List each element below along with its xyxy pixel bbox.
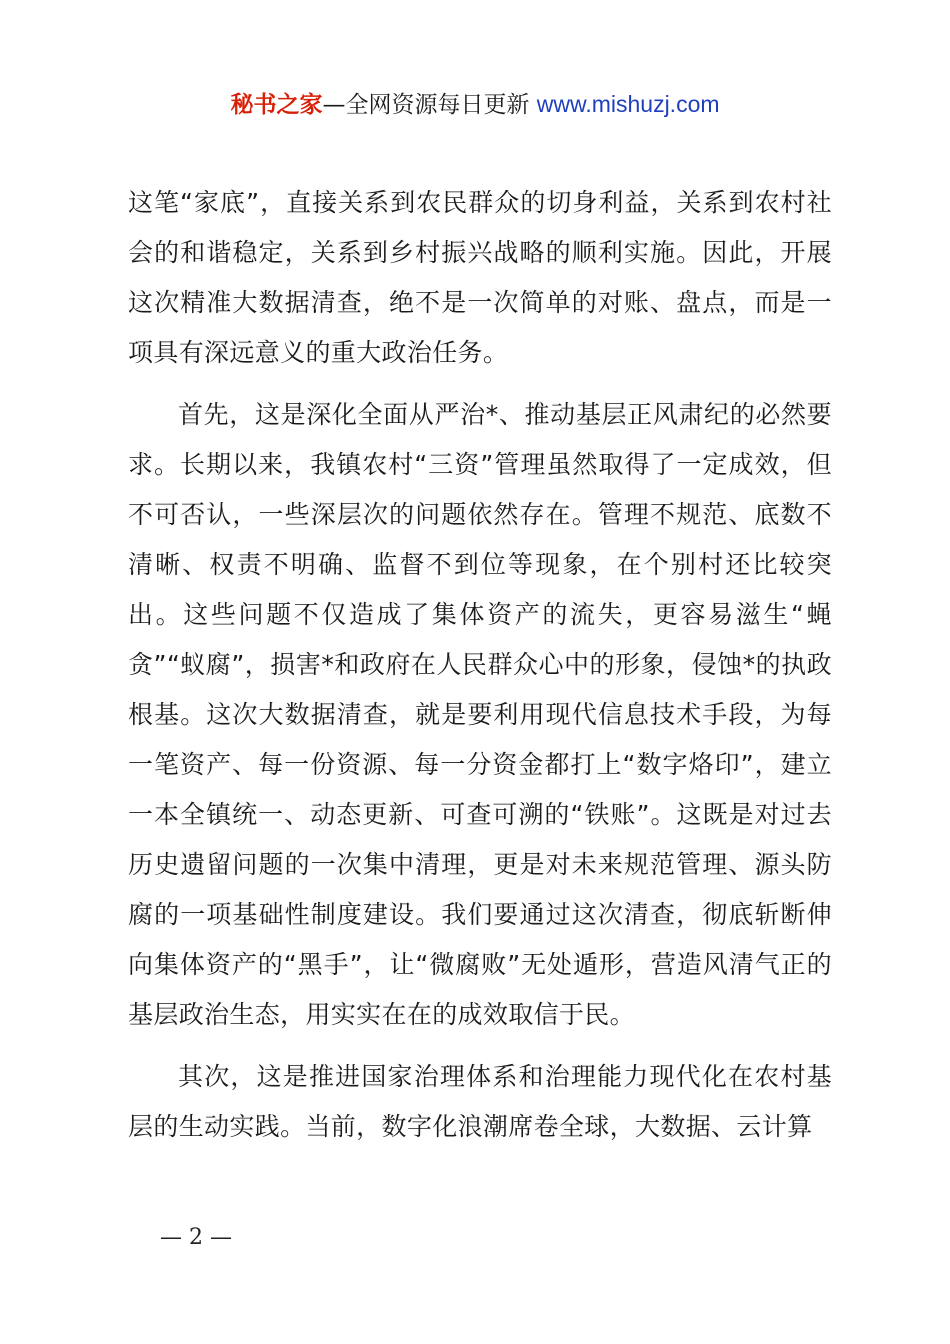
paragraph-first-point: 首先，这是深化全面从严治*、推动基层正风肃纪的必然要求。长期以来，我镇农村“三资”管理虽然取得了一定成效，但不可否认，一些深层次的问题依然存在。管理不规范、底数不清晰、权责不明确、监督不到位等现象，在个别村还比较突出。这些问题不仅造成了集体资产的流失，更容易滋生“蝇贪”“蚁腐”，损害*和政府在人民群众心中的形象，侵蚀*的执政根基。这次大数据清查，就是要利用现代信息技术手段，为每一笔资产、每一份资源、每一分资金都打上“数字烙印”，建立一本全镇统一、动态更新、可查可溯的“铁账”。这既是对过去历史遗留问题的一次集中清理，更是对未来规范管理、源头防腐的一项基础性制度建设。我们要通过这次清查，彻底斩断伸向集体资产的“黑手”，让“微腐败”无处遁形，营造风清气正的基层政治生态，用实实在在的成效取信于民。	[128, 400, 832, 1029]
site-url-link[interactable]: www.mishuzj.com	[536, 91, 720, 117]
paragraph-continuation: 这笔“家底”，直接关系到农民群众的切身利益，关系到农村社会的和谐稳定，关系到乡村振兴战略的顺利实施。因此，开展这次精准大数据清查，绝不是一次简单的对账、盘点，而是一项具有深远意义的重大政治任务。	[128, 188, 832, 367]
document-body	[128, 178, 832, 1152]
header-slogan: —全网资源每日更新	[322, 92, 530, 118]
page-number: — 2 —	[160, 1225, 232, 1250]
paragraph-second-point: 其次，这是推进国家治理体系和治理能力现代化在农村基层的生动实践。当前，数字化浪潮席卷全球，大数据、云计算	[128, 1062, 832, 1141]
site-header	[0, 86, 950, 123]
brand-name: 秘书之家	[230, 92, 323, 118]
